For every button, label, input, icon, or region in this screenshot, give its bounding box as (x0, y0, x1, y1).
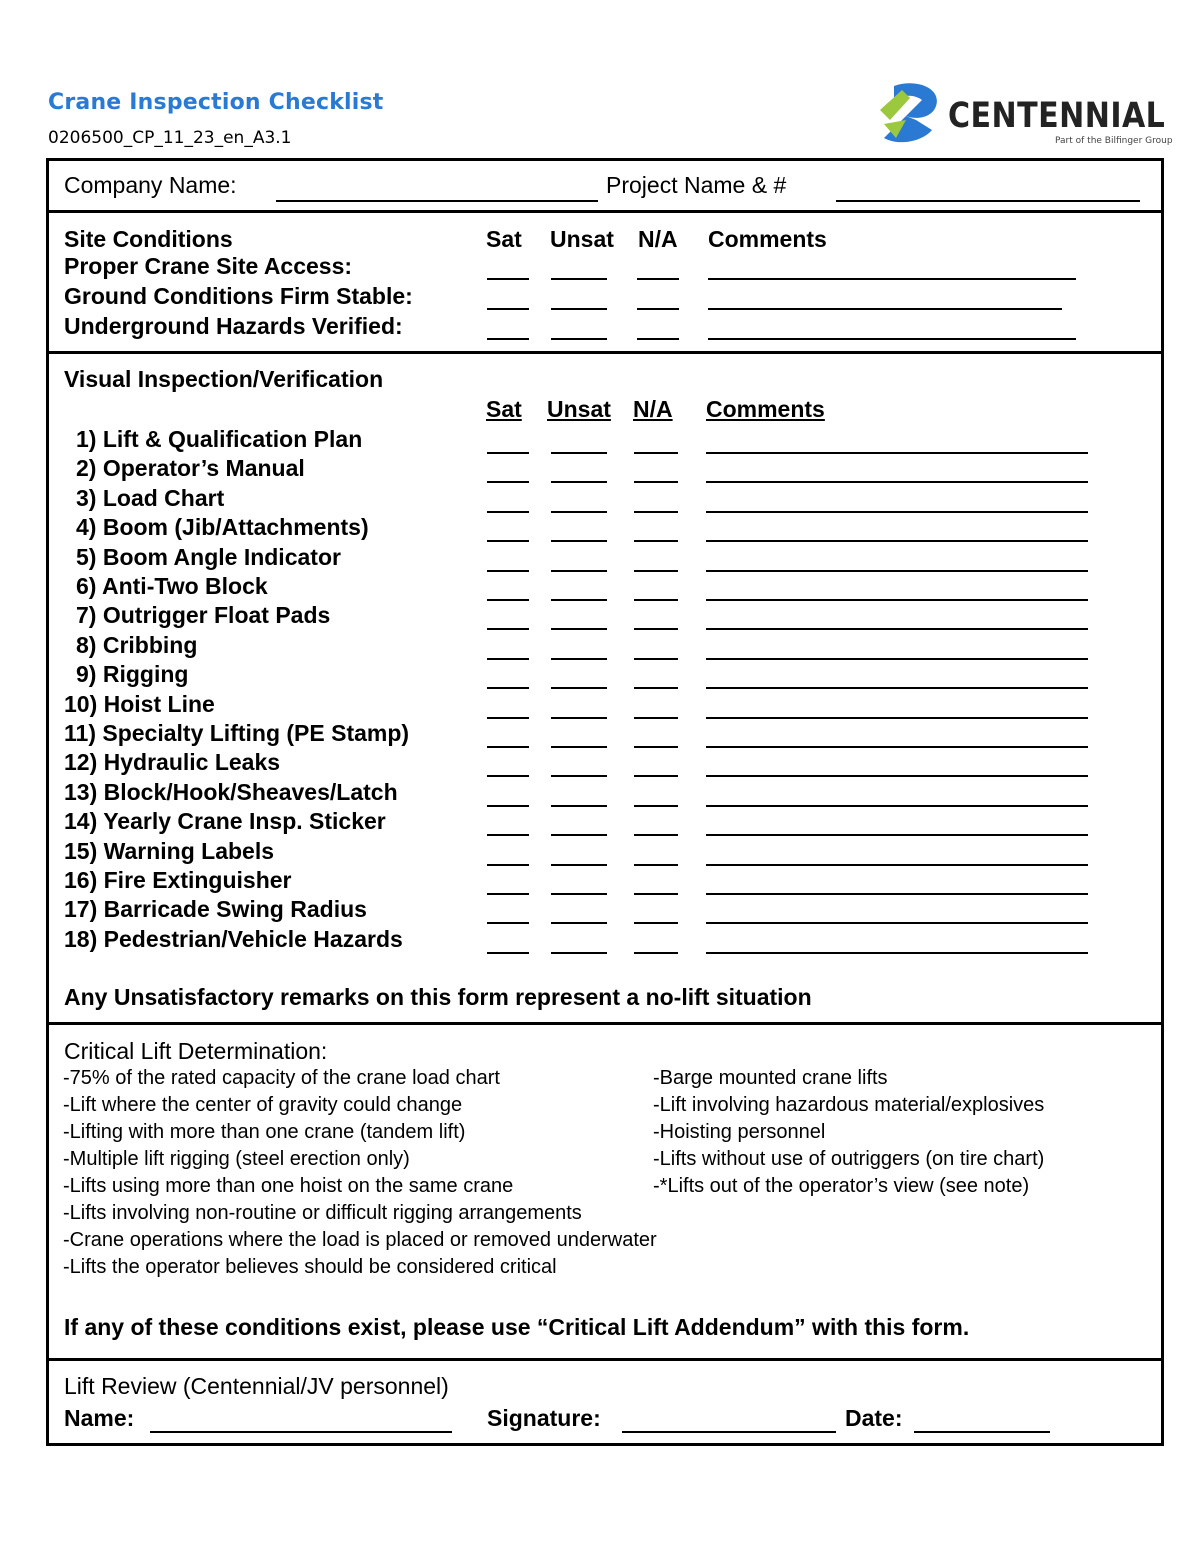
visual-unsat-blank[interactable] (551, 805, 607, 807)
critical-condition-item: -75% of the rated capacity of the crane load chart (63, 1067, 500, 1089)
visual-item-label: 4) Boom (Jib/Attachments) (76, 514, 369, 540)
divider (46, 351, 1164, 354)
visual-item-label: 7) Outrigger Float Pads (76, 602, 331, 628)
visual-item-label: 6) Anti-Two Block (76, 573, 268, 599)
company-name-field[interactable] (276, 200, 598, 202)
divider (46, 1358, 1164, 1361)
site-item-label: Proper Crane Site Access: (64, 253, 353, 279)
visual-na-blank[interactable] (634, 805, 678, 807)
visual-na-blank[interactable] (634, 658, 678, 660)
site-item-label: Ground Conditions Firm Stable: (64, 283, 413, 309)
site-sat-blank[interactable] (487, 338, 529, 340)
visual-na-blank[interactable] (634, 687, 678, 689)
form-title: Crane Inspection Checklist (48, 90, 384, 115)
visual-item-label: 16) Fire Extinguisher (64, 867, 292, 893)
project-name-field[interactable] (836, 200, 1140, 202)
visual-item-label: 5) Boom Angle Indicator (76, 544, 341, 570)
visual-sat-blank[interactable] (487, 864, 529, 866)
visual-unsat-blank[interactable] (551, 511, 607, 513)
visual-sat-blank[interactable] (487, 717, 529, 719)
site-comment-blank[interactable] (708, 338, 1076, 340)
visual-comment-blank[interactable] (706, 746, 1088, 748)
centennial-logo-icon (876, 80, 946, 148)
review-name-field[interactable] (150, 1431, 452, 1433)
site-col-sat: Sat (486, 226, 522, 252)
visual-comment-blank[interactable] (706, 893, 1088, 895)
visual-sat-blank[interactable] (487, 540, 529, 542)
critical-condition-item: -Lift involving hazardous material/explosives (653, 1094, 1045, 1116)
review-date-label: Date: (845, 1405, 903, 1431)
visual-unsat-blank[interactable] (551, 922, 607, 924)
visual-unsat-blank[interactable] (551, 481, 607, 483)
visual-item-label: 15) Warning Labels (64, 838, 275, 864)
visual-inspection-heading: Visual Inspection/Verification (64, 366, 384, 392)
visual-sat-blank[interactable] (487, 481, 529, 483)
visual-unsat-blank[interactable] (551, 452, 607, 454)
visual-comment-blank[interactable] (706, 540, 1088, 542)
visual-item-label: 12) Hydraulic Leaks (64, 749, 281, 775)
visual-na-blank[interactable] (634, 893, 678, 895)
site-na-blank[interactable] (637, 278, 679, 280)
site-col-na: N/A (638, 226, 678, 252)
visual-col-na: N/A (633, 396, 673, 422)
visual-sat-blank[interactable] (487, 775, 529, 777)
visual-item-label: 18) Pedestrian/Vehicle Hazards (64, 926, 403, 952)
visual-unsat-blank[interactable] (551, 834, 607, 836)
review-signature-field[interactable] (622, 1431, 836, 1433)
visual-comment-blank[interactable] (706, 481, 1088, 483)
visual-comment-blank[interactable] (706, 922, 1088, 924)
visual-na-blank[interactable] (634, 834, 678, 836)
site-comment-blank[interactable] (708, 308, 1062, 310)
visual-na-blank[interactable] (634, 717, 678, 719)
site-col-unsat: Unsat (550, 226, 614, 252)
critical-condition-item: -Lifts without use of outriggers (on tire chart) (653, 1148, 1045, 1170)
visual-comment-blank[interactable] (706, 628, 1088, 630)
visual-na-blank[interactable] (634, 511, 678, 513)
visual-na-blank[interactable] (634, 775, 678, 777)
visual-unsat-blank[interactable] (551, 952, 607, 954)
visual-unsat-blank[interactable] (551, 540, 607, 542)
critical-condition-item: -Lifts involving non-routine or difficult rigging arrangements (63, 1202, 582, 1224)
visual-na-blank[interactable] (634, 864, 678, 866)
visual-comment-blank[interactable] (706, 717, 1088, 719)
visual-sat-blank[interactable] (487, 805, 529, 807)
visual-sat-blank[interactable] (487, 628, 529, 630)
visual-comment-blank[interactable] (706, 452, 1088, 454)
critical-condition-item: -*Lifts out of the operator’s view (see note) (653, 1175, 1030, 1197)
logo-tagline: Part of the Bilfinger Group (1055, 136, 1173, 146)
visual-sat-blank[interactable] (487, 570, 529, 572)
site-sat-blank[interactable] (487, 278, 529, 280)
visual-unsat-blank[interactable] (551, 775, 607, 777)
visual-unsat-blank[interactable] (551, 717, 607, 719)
visual-sat-blank[interactable] (487, 893, 529, 895)
critical-lift-addendum-note: If any of these conditions exist, please use “Critical Lift Addendum” with this form. (64, 1314, 970, 1340)
visual-item-label: 1) Lift & Qualification Plan (76, 426, 363, 452)
visual-comment-blank[interactable] (706, 864, 1088, 866)
critical-condition-item: -Crane operations where the load is placed or removed underwater (63, 1229, 657, 1251)
visual-na-blank[interactable] (634, 540, 678, 542)
site-sat-blank[interactable] (487, 308, 529, 310)
visual-comment-blank[interactable] (706, 952, 1088, 954)
visual-sat-blank[interactable] (487, 687, 529, 689)
project-name-label: Project Name & # (606, 172, 787, 198)
visual-sat-blank[interactable] (487, 452, 529, 454)
critical-condition-item: -Lifts using more than one hoist on the same crane (63, 1175, 514, 1197)
visual-na-blank[interactable] (634, 481, 678, 483)
visual-sat-blank[interactable] (487, 952, 529, 954)
site-unsat-blank[interactable] (551, 308, 607, 310)
site-comment-blank[interactable] (708, 278, 1076, 280)
visual-unsat-blank[interactable] (551, 599, 607, 601)
visual-item-label: 17) Barricade Swing Radius (64, 896, 367, 922)
visual-item-label: 9) Rigging (76, 661, 189, 687)
visual-unsat-blank[interactable] (551, 687, 607, 689)
visual-comment-blank[interactable] (706, 599, 1088, 601)
site-na-blank[interactable] (637, 308, 679, 310)
visual-item-label: 8) Cribbing (76, 632, 198, 658)
visual-comment-blank[interactable] (706, 805, 1088, 807)
site-unsat-blank[interactable] (551, 278, 607, 280)
divider (46, 1022, 1164, 1025)
visual-comment-blank[interactable] (706, 775, 1088, 777)
lift-review-heading: Lift Review (Centennial/JV personnel) (64, 1373, 449, 1399)
visual-item-label: 2) Operator’s Manual (76, 455, 305, 481)
site-unsat-blank[interactable] (551, 338, 607, 340)
critical-condition-item: -Lifts the operator believes should be considered critical (63, 1256, 557, 1278)
visual-sat-blank[interactable] (487, 746, 529, 748)
visual-col-comments: Comments (706, 396, 825, 422)
visual-na-blank[interactable] (634, 922, 678, 924)
visual-comment-blank[interactable] (706, 570, 1088, 572)
critical-condition-item: -Lifting with more than one crane (tandem lift) (63, 1121, 466, 1143)
visual-unsat-blank[interactable] (551, 746, 607, 748)
critical-lift-heading: Critical Lift Determination: (64, 1038, 328, 1064)
visual-na-blank[interactable] (634, 952, 678, 954)
visual-na-blank[interactable] (634, 628, 678, 630)
visual-comment-blank[interactable] (706, 834, 1088, 836)
visual-sat-blank[interactable] (487, 834, 529, 836)
visual-unsat-blank[interactable] (551, 628, 607, 630)
company-name-label: Company Name: (64, 172, 237, 198)
visual-item-label: 10) Hoist Line (64, 691, 215, 717)
visual-item-label: 11) Specialty Lifting (PE Stamp) (64, 720, 410, 746)
visual-col-unsat: Unsat (547, 396, 611, 422)
visual-unsat-blank[interactable] (551, 570, 607, 572)
review-date-field[interactable] (914, 1431, 1050, 1433)
visual-na-blank[interactable] (634, 599, 678, 601)
visual-comment-blank[interactable] (706, 687, 1088, 689)
site-col-comments: Comments (708, 226, 827, 252)
visual-unsat-blank[interactable] (551, 864, 607, 866)
visual-col-sat: Sat (486, 396, 522, 422)
review-signature-label: Signature: (487, 1405, 601, 1431)
visual-item-label: 14) Yearly Crane Insp. Sticker (64, 808, 386, 834)
divider (46, 210, 1164, 213)
critical-condition-item: -Lift where the center of gravity could change (63, 1094, 463, 1116)
critical-condition-item: -Hoisting personnel (653, 1121, 826, 1143)
site-na-blank[interactable] (637, 338, 679, 340)
critical-condition-item: -Multiple lift rigging (steel erection only) (63, 1148, 410, 1170)
visual-sat-blank[interactable] (487, 511, 529, 513)
visual-na-blank[interactable] (634, 452, 678, 454)
visual-comment-blank[interactable] (706, 511, 1088, 513)
visual-item-label: 13) Block/Hook/Sheaves/Latch (64, 779, 398, 805)
critical-condition-item: -Barge mounted crane lifts (653, 1067, 888, 1089)
visual-sat-blank[interactable] (487, 658, 529, 660)
visual-na-blank[interactable] (634, 570, 678, 572)
no-lift-warning: Any Unsatisfactory remarks on this form represent a no-lift situation (64, 984, 812, 1010)
visual-na-blank[interactable] (634, 746, 678, 748)
visual-unsat-blank[interactable] (551, 893, 607, 895)
logo-wordmark: CENTENNIAL (948, 96, 1166, 136)
site-item-label: Underground Hazards Verified: (64, 313, 403, 339)
visual-comment-blank[interactable] (706, 658, 1088, 660)
visual-sat-blank[interactable] (487, 599, 529, 601)
review-name-label: Name: (64, 1405, 135, 1431)
visual-unsat-blank[interactable] (551, 658, 607, 660)
visual-sat-blank[interactable] (487, 922, 529, 924)
site-conditions-heading: Site Conditions (64, 226, 233, 252)
visual-item-label: 3) Load Chart (76, 485, 225, 511)
document-number: 0206500_CP_11_23_en_A3.1 (48, 128, 292, 148)
